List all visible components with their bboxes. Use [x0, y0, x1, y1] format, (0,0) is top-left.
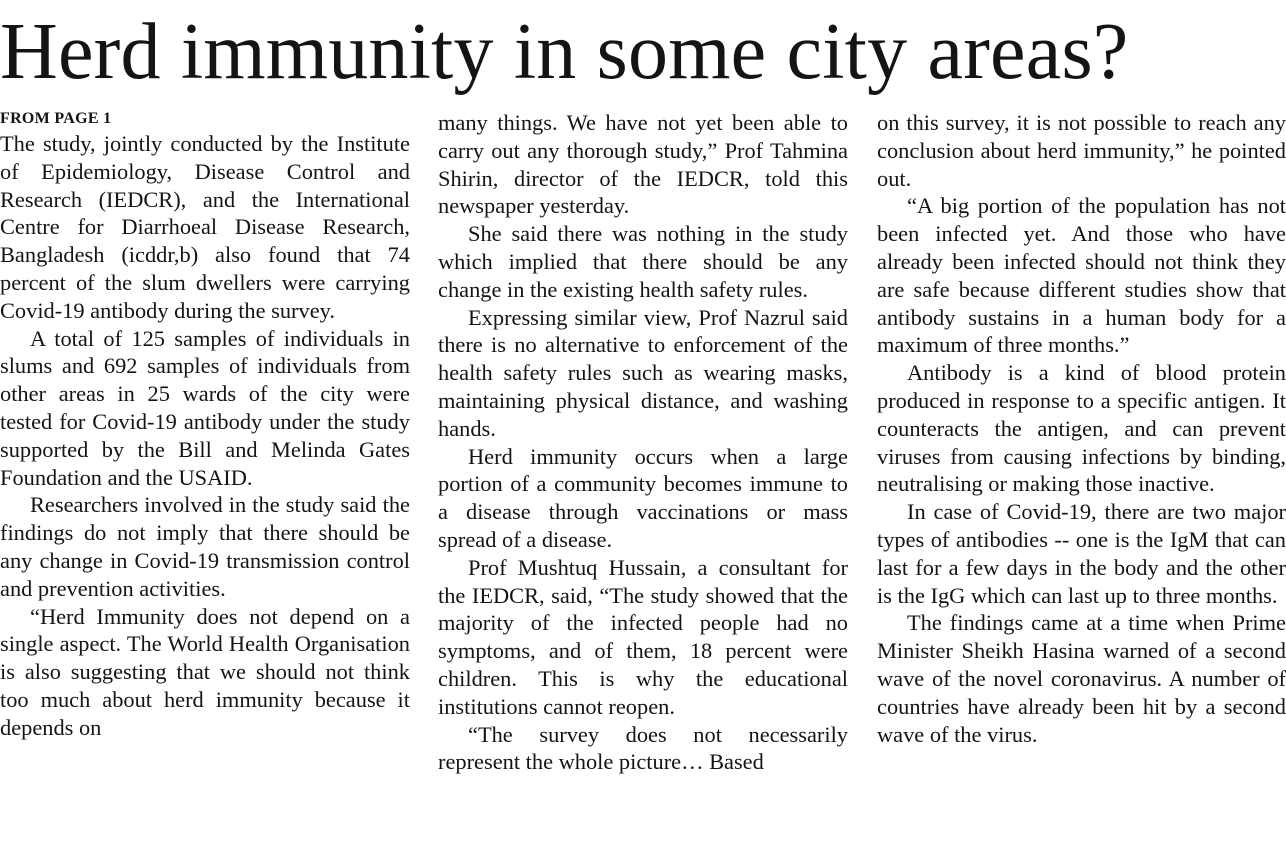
paragraph: In case of Covid-19, there are two major types of antibodies -- one is the IgM that can last for a few days in the body and the other is the IgG which can last up to three months.	[877, 499, 1286, 608]
paragraph: Expressing similar view, Prof Nazrul said there is no alternative to enforcement of the health safety rules such as wearing masks, maintaining physical distance, and washing hands.	[438, 304, 848, 441]
paragraph: on this survey, it is not possible to reach any conclusion about herd immunity,” he pointed out.	[877, 110, 1286, 191]
jump-kicker: FROM PAGE 1	[0, 110, 112, 127]
article-column-3	[877, 109, 1286, 748]
headline: Herd immunity in some city areas?	[0, 8, 1129, 96]
paragraph: The study, jointly conducted by the Institute of Epidemiology, Disease Control and Research (IEDCR), and the International Centre for Diarrhoeal Disease Research, Bangladesh (icddr,b) also found that 74 percent of the slum dwellers were carrying Covid-19 antibody during the survey.	[0, 131, 410, 323]
paragraph: many things. We have not yet been able to carry out any thorough study,” Prof Tahmina Shirin, director of the IEDCR, told this newspaper yesterday.	[438, 110, 848, 219]
paragraph: Prof Mushtuq Hussain, a consultant for the IEDCR, said, “The study showed that the majority of the infected people had no symptoms, and of them, 18 percent were children. This is why the educational institutions cannot reopen.	[438, 554, 848, 719]
paragraph: “Herd Immunity does not depend on a single aspect. The World Health Organisation is also suggesting that we should not think too much about herd immunity because it depends on	[0, 603, 410, 740]
paragraph: She said there was nothing in the study which implied that there should be any change in the existing health safety rules.	[438, 221, 848, 302]
paragraph: “A big portion of the population has not been infected yet. And those who have already been infected should not think they are safe because different studies show that antibody sustains in a human body for a maximum of three months.”	[877, 193, 1286, 358]
paragraph: “The survey does not necessarily represent the whole picture… Based	[438, 721, 848, 775]
paragraph: A total of 125 samples of individuals in slums and 692 samples of individuals from other areas in 25 wards of the city were tested for Covid-19 antibody under the study supported by the Bill and Melinda Gates Foundation and the USAID.	[0, 325, 410, 490]
paragraph: Herd immunity occurs when a large portion of a community becomes immune to a disease through vaccinations or mass spread of a disease.	[438, 443, 848, 552]
article-column-2	[438, 109, 848, 776]
paragraph: Antibody is a kind of blood protein produced in response to a specific antigen. It counteracts the antigen, and can prevent viruses from causing infections by binding, neutralising or making those inactive.	[877, 360, 1286, 497]
paragraph: Researchers involved in the study said the findings do not imply that there should be any change in Covid-19 transmission control and prevention activities.	[0, 492, 410, 601]
article-column-1	[0, 108, 410, 742]
paragraph: The findings came at a time when Prime Minister Sheikh Hasina warned of a second wave of the novel coronavirus. A number of countries have already been hit by a second wave of the virus.	[877, 610, 1286, 747]
